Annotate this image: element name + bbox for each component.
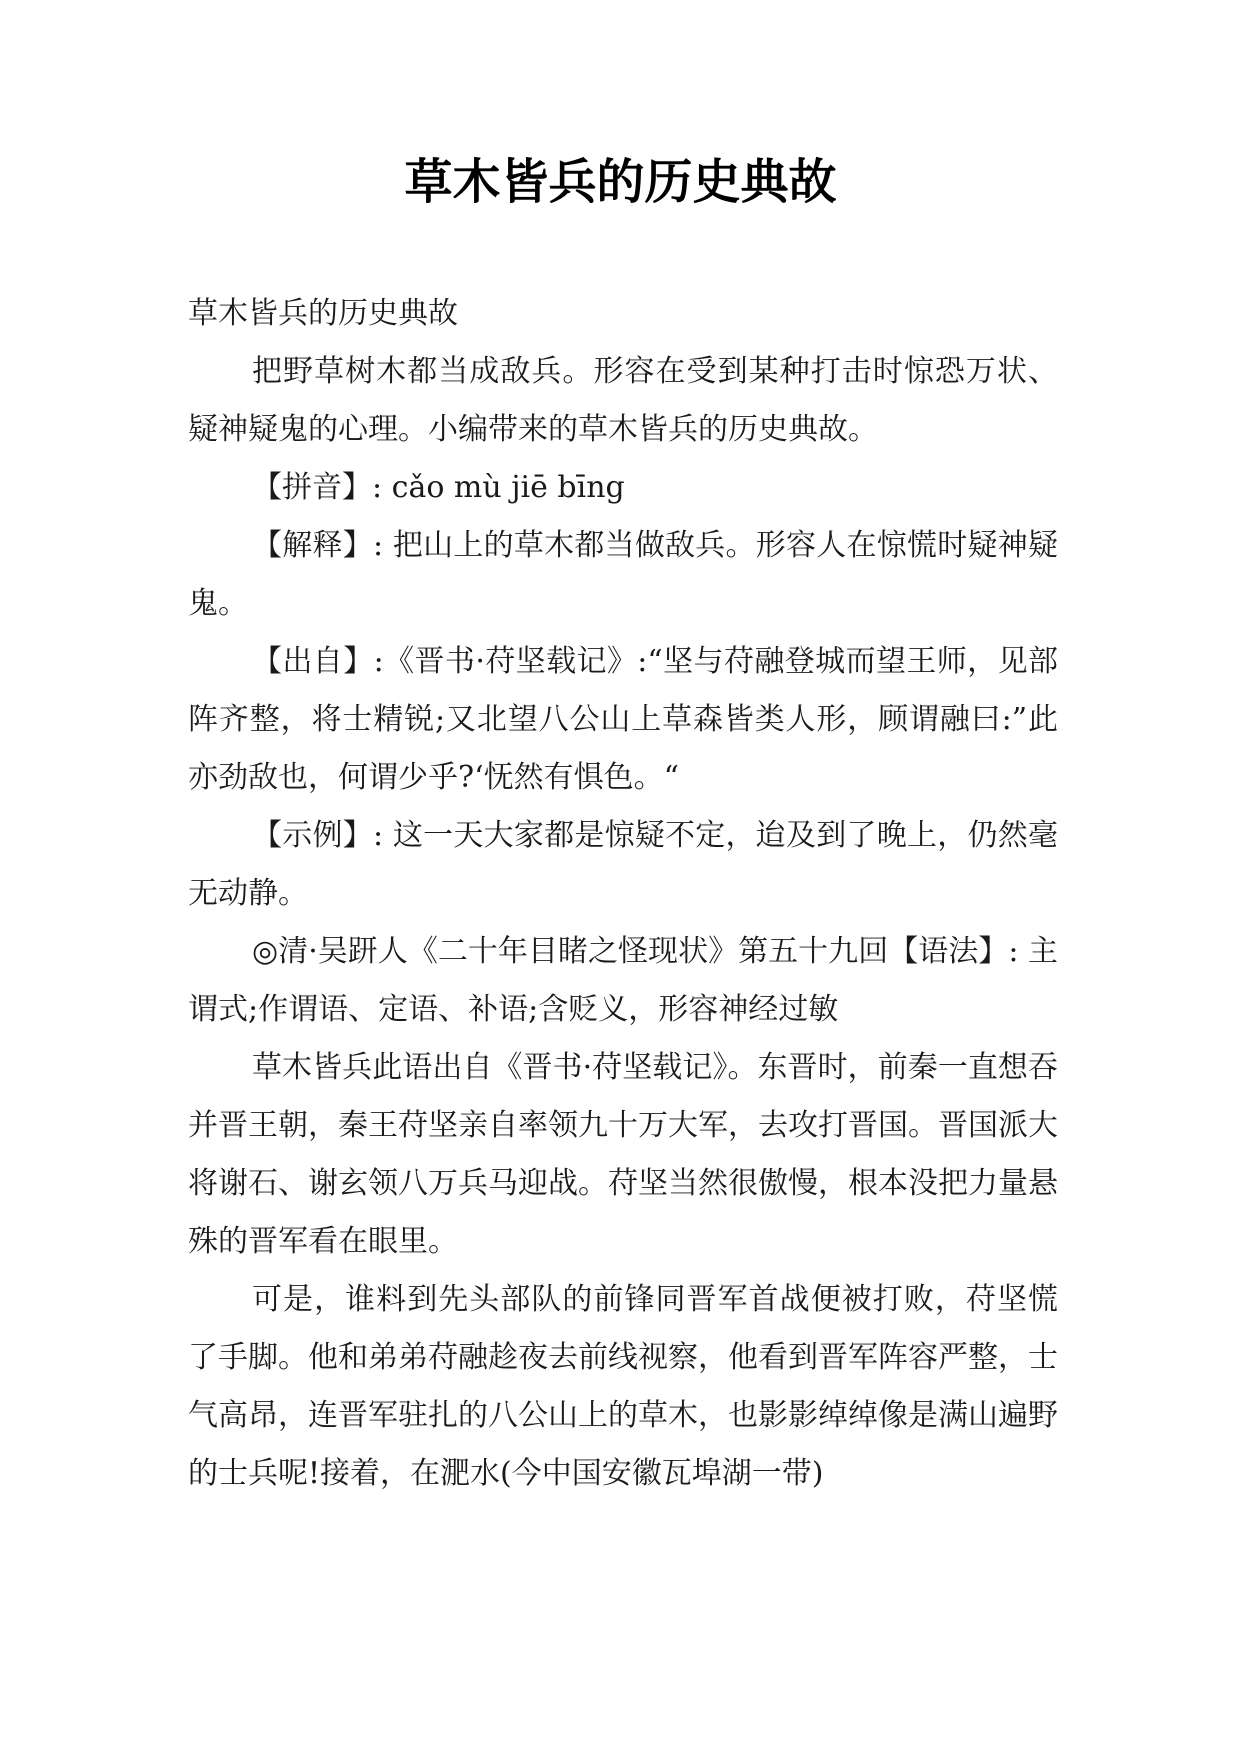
grammar-paragraph: ◎清·吴趼人《二十年目睹之怪现状》第五十九回【语法】: 主谓式;作谓语、定语、补语;含贬义，形容神经过敏 (188, 934, 1058, 1027)
page-title: 草木皆兵的历史典故 (404, 154, 837, 210)
example-paragraph: 【示例】: 这一天大家都是惊疑不定，迨及到了晚上，仍然毫无动静。 (188, 818, 1058, 911)
intro-paragraph: 把野草树木都当成敌兵。形容在受到某种打击时惊恐万状、疑神疑鬼的心理。小编带来的草木皆兵的历史典故。 (188, 354, 1058, 447)
document-body (188, 285, 1058, 1503)
story-paragraph-1: 草木皆兵此语出自《晋书·苻坚载记》。东晋时，前秦一直想吞并晋王朝，秦王苻坚亲自率领九十万大军，去攻打晋国。晋国派大将谢石、谢玄领八万兵马迎战。苻坚当然很傲慢，根本没把力量悬殊的晋军看在眼里。 (188, 1050, 1058, 1259)
story-paragraph-2: 可是，谁料到先头部队的前锋同晋军首战便被打败，苻坚慌了手脚。他和弟弟苻融趁夜去前线视察，他看到晋军阵容严整，士气高昂，连晋军驻扎的八公山上的草木，也影影绰绰像是满山遍野的士兵呢!接着，在淝水(今中国安徽瓦埠湖一带) (188, 1282, 1058, 1491)
explanation-paragraph: 【解释】: 把山上的草木都当做敌兵。形容人在惊慌时疑神疑鬼。 (188, 528, 1058, 621)
pinyin-paragraph: 【拼音】: cǎo mù jiē bīng (252, 470, 625, 505)
source-paragraph: 【出自】:《晋书·苻坚载记》:“坚与苻融登城而望王师，见部阵齐整，将士精锐;又北望八公山上草森皆类人形，顾谓融曰:”此亦劲敌也，何谓少乎?‘怃然有惧色。“ (188, 644, 1058, 795)
subtitle-line: 草木皆兵的历史典故 (188, 296, 458, 331)
